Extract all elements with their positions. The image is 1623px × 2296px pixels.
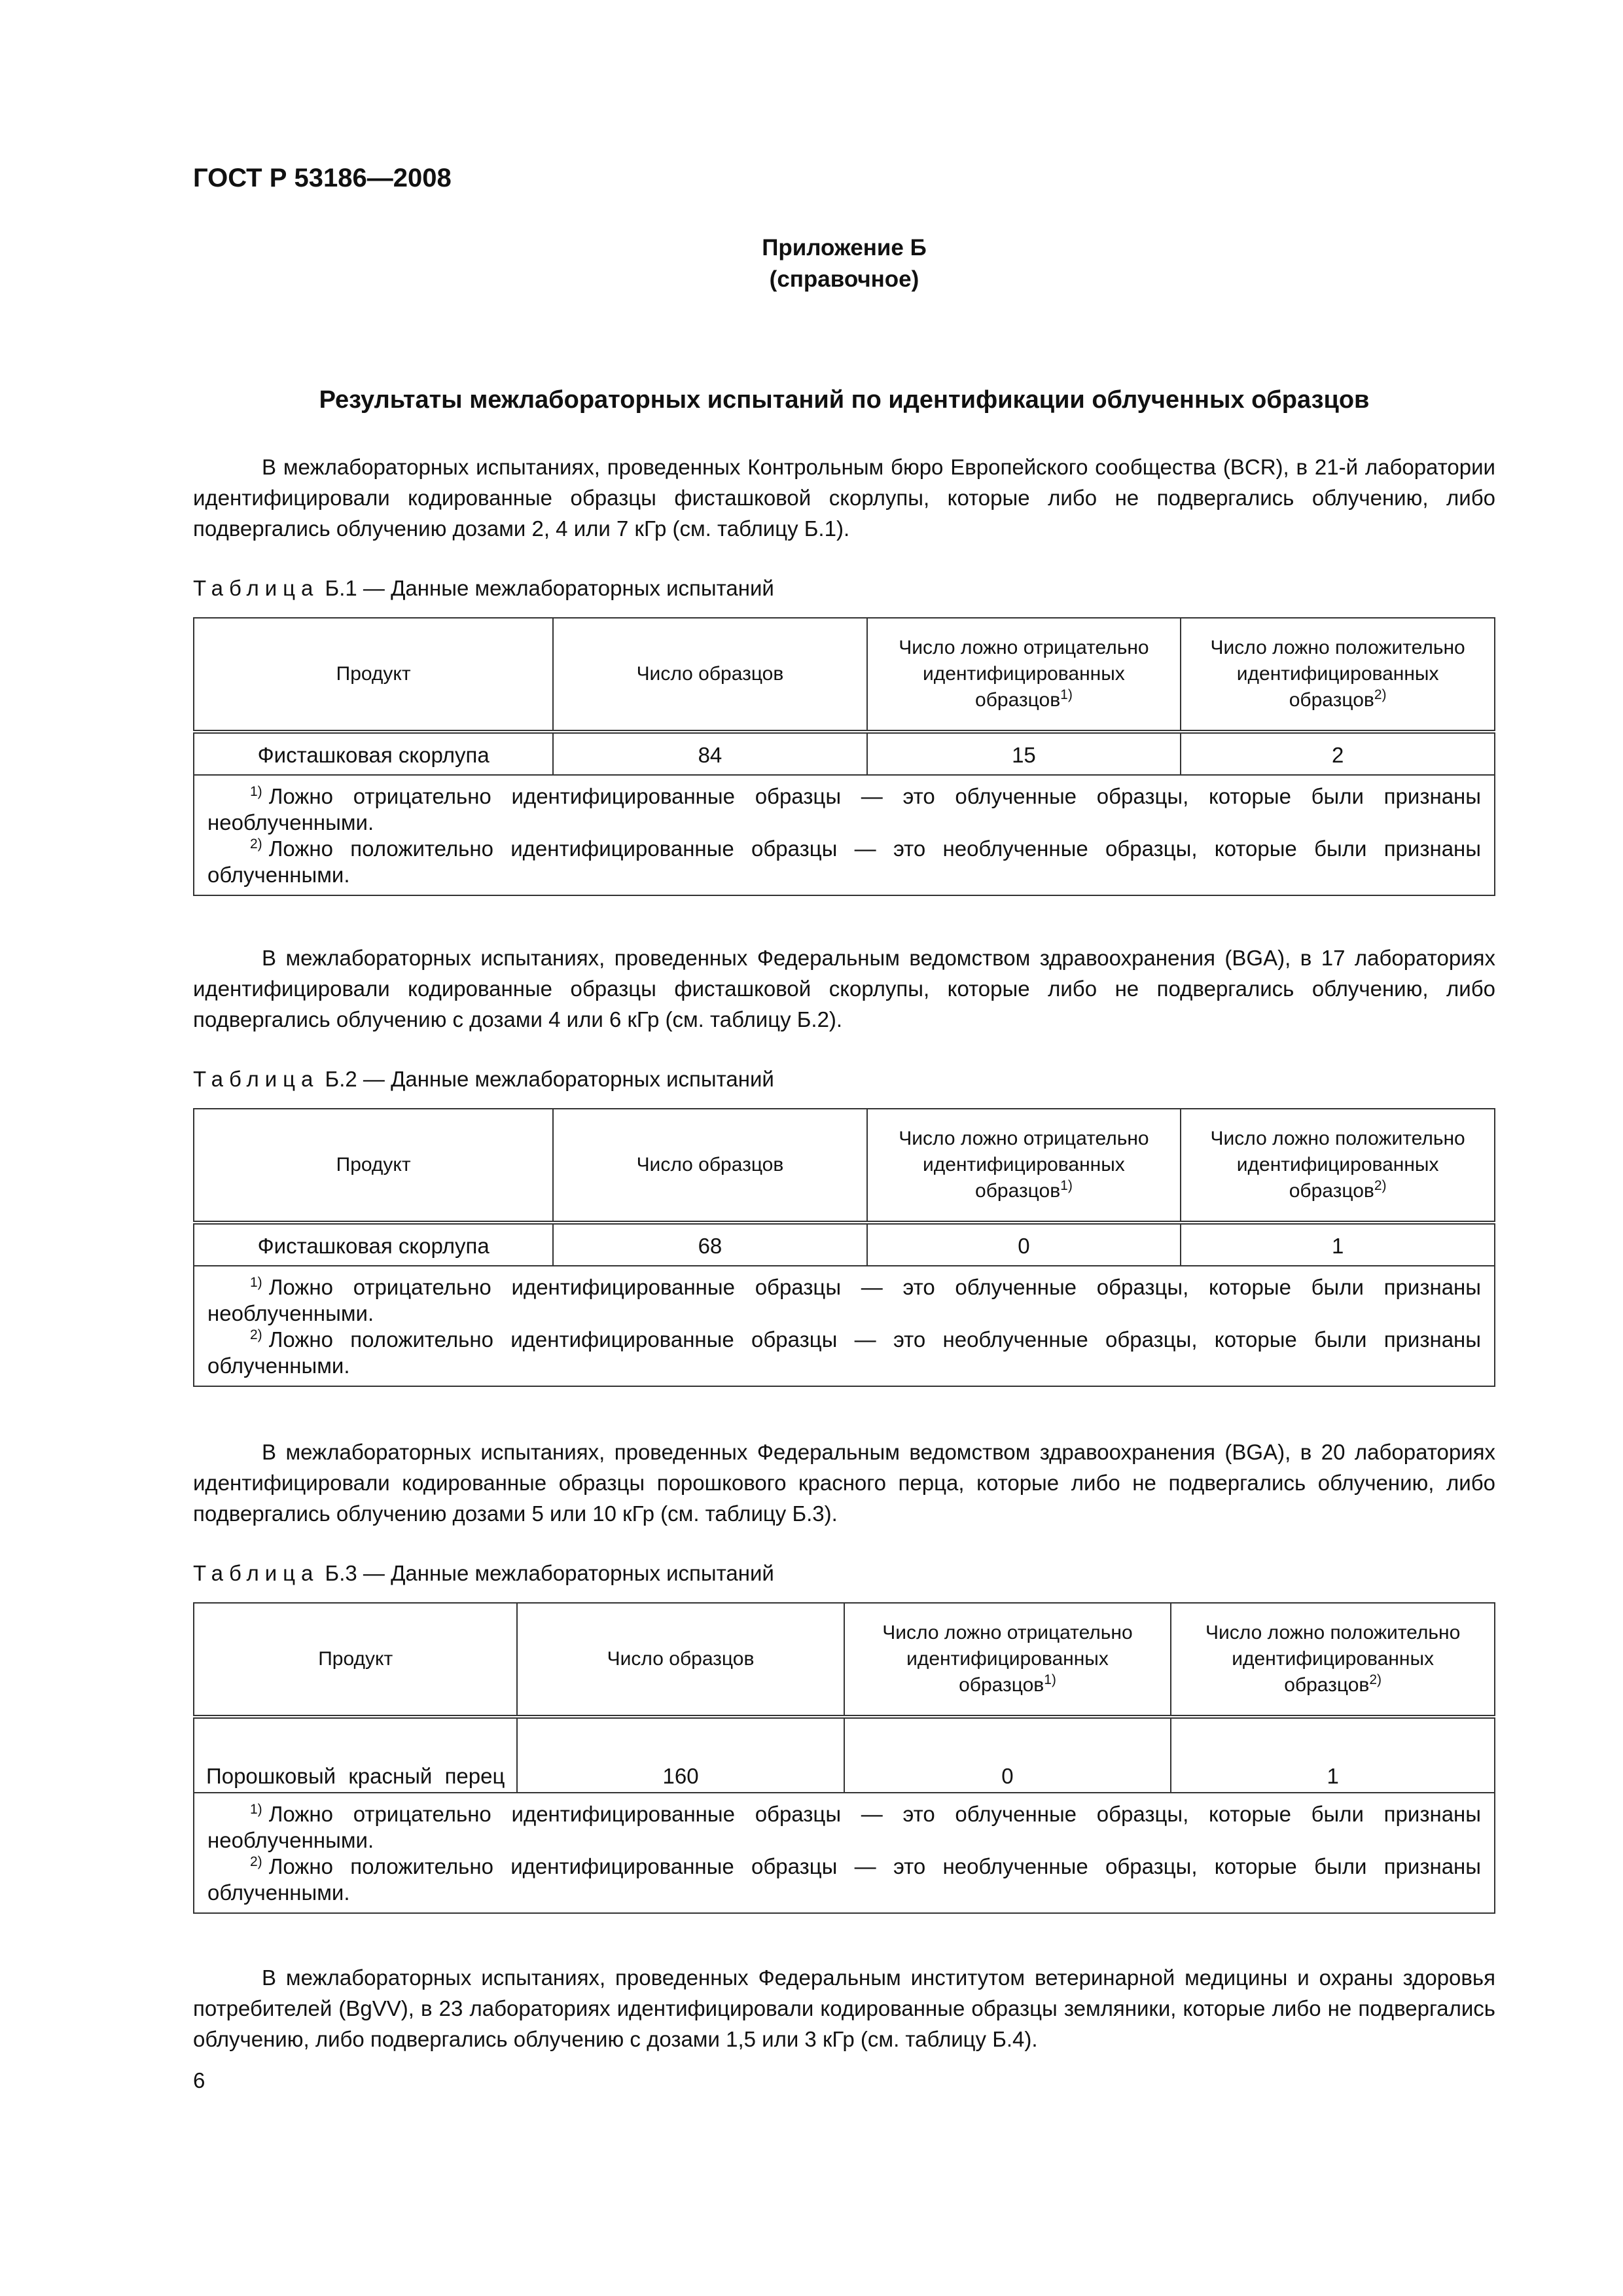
- cell-product: Фисташковая скорлупа: [194, 732, 553, 775]
- table-footnotes: [194, 775, 1495, 895]
- table-1-caption-rest: Б.1 — Данные межлабораторных испытаний: [319, 576, 774, 600]
- footnote-text-2: Ложно положительно идентифицированные образцы — это необлученные образцы, которые были признаны облученными.: [207, 836, 1481, 887]
- footnote-1: [207, 783, 1481, 836]
- cell-false-positive: 2: [1181, 732, 1495, 775]
- table-3: [193, 1602, 1495, 1914]
- footnote-marker-1: 1): [250, 784, 262, 799]
- header-product: Продукт: [194, 1603, 517, 1717]
- footnote-1: [207, 1801, 1481, 1854]
- header-product: Продукт: [194, 1109, 553, 1223]
- table-row: [194, 1223, 1495, 1266]
- table-2-caption-lead: Таблица: [193, 1067, 319, 1091]
- annex-heading: [687, 232, 1001, 295]
- header-product: Продукт: [194, 618, 553, 732]
- page-title: Результаты межлабораторных испытаний по идентификации облученных образцов: [319, 386, 1370, 414]
- table-1-caption: [193, 576, 774, 601]
- footnote-marker-1: 1): [250, 1802, 262, 1817]
- table-footnotes-row: [194, 1793, 1495, 1913]
- table-header-row: [194, 1603, 1495, 1717]
- table-footnotes-row: [194, 775, 1495, 895]
- header-footnote-marker-2: 2): [1374, 1178, 1387, 1193]
- table-row: [194, 1717, 1495, 1793]
- paragraph-3: В межлабораторных испытаниях, проведенных Федеральным ведомством здравоохранения (BGA), в 20 лабораториях идентифицировали кодированные образцы порошкового красного перца, которые либо не подвергались облучению, либо подвергались облучению дозами 5 или 10 кГр (см. таблицу Б.3).: [193, 1440, 1495, 1526]
- header-footnote-marker-1: 1): [1060, 687, 1073, 702]
- header-sample-count: Число образцов: [517, 1603, 844, 1717]
- footnote-marker-1: 1): [250, 1275, 262, 1290]
- footnote-marker-2: 2): [250, 1327, 262, 1342]
- table-header-row: [194, 1109, 1495, 1223]
- header-false-negative-text: Число ложно отрицательно идентифицированных образцов: [899, 637, 1149, 711]
- annex-title: Приложение Б: [762, 235, 927, 260]
- cell-false-negative: 0: [844, 1717, 1171, 1793]
- table-3-caption-lead: Таблица: [193, 1561, 319, 1585]
- header-false-negative: [867, 618, 1181, 732]
- page-number: 6: [193, 2068, 205, 2092]
- header-footnote-marker-1: 1): [1044, 1672, 1056, 1687]
- header-false-positive-text: Число ложно положительно идентифицированных образцов: [1205, 1622, 1461, 1696]
- paragraph-4: В межлабораторных испытаниях, проведенных Федеральным институтом ветеринарной медицины и охраны здоровья потребителей (BgVV), в 23 лабораториях идентифицировали кодированные образцы земляники, которые либо не подвергались облучению, либо подвергались облучению с дозами 1,5 или 3 кГр (см. таблицу Б.4).: [193, 1965, 1495, 2051]
- cell-product: [194, 1717, 517, 1793]
- table-footnotes: [194, 1266, 1495, 1386]
- header-false-negative: [867, 1109, 1181, 1223]
- header-footnote-marker-2: 2): [1374, 687, 1387, 702]
- table-1: [193, 617, 1495, 896]
- header-false-positive: [1181, 618, 1495, 732]
- table-2: [193, 1108, 1495, 1387]
- header-footnote-marker-1: 1): [1060, 1178, 1073, 1193]
- table-row: [194, 732, 1495, 775]
- table-footnotes: [194, 1793, 1495, 1913]
- cell-false-negative: 15: [867, 732, 1181, 775]
- paragraph-2: В межлабораторных испытаниях, проведенных Федеральным ведомством здравоохранения (BGA), в 17 лабораториях идентифицировали кодированные образцы фисташковой скорлупы, которые либо не подвергались облучению, либо подвергались облучению с дозами 4 или 6 кГр (см. таблицу Б.2).: [193, 946, 1495, 1031]
- table-1-caption-lead: Таблица: [193, 576, 319, 600]
- cell-false-positive: 1: [1181, 1223, 1495, 1266]
- cell-product-text: Порошковый красный перец: [206, 1764, 505, 1788]
- footnote-text-1: Ложно отрицательно идентифицированные образцы — это облученные образцы, которые были признаны необлученными.: [207, 1275, 1481, 1325]
- paragraph-1: В межлабораторных испытаниях, проведенных Контрольным бюро Европейского сообщества (BCR), в 21-й лаборатории идентифицировали кодированные образцы фисташковой скорлупы, которые либо не подвергались облучению, либо подвергались облучению дозами 2, 4 или 7 кГр (см. таблицу Б.1).: [193, 455, 1495, 541]
- standard-code: ГОСТ Р 53186—2008: [193, 164, 452, 192]
- cell-sample-count: 84: [553, 732, 866, 775]
- table-3-caption-rest: Б.3 — Данные межлабораторных испытаний: [319, 1561, 774, 1585]
- header-false-negative: [844, 1603, 1171, 1717]
- table-2-caption-rest: Б.2 — Данные межлабораторных испытаний: [319, 1067, 774, 1091]
- annex-status: (справочное): [769, 266, 919, 292]
- table-footnotes-row: [194, 1266, 1495, 1386]
- footnote-marker-2: 2): [250, 836, 262, 852]
- cell-false-positive: 1: [1171, 1717, 1495, 1793]
- header-sample-count: Число образцов: [553, 618, 866, 732]
- header-false-positive-text: Число ложно положительно идентифицированных образцов: [1210, 637, 1465, 711]
- header-false-positive: [1181, 1109, 1495, 1223]
- cell-product: Фисташковая скорлупа: [194, 1223, 553, 1266]
- footnote-2: [207, 836, 1481, 888]
- table-2-caption: [193, 1067, 774, 1092]
- header-false-negative-text: Число ложно отрицательно идентифицированных образцов: [882, 1622, 1133, 1696]
- header-sample-count: Число образцов: [553, 1109, 866, 1223]
- cell-sample-count: 68: [553, 1223, 866, 1266]
- footnote-text-1: Ложно отрицательно идентифицированные образцы — это облученные образцы, которые были признаны необлученными.: [207, 1802, 1481, 1852]
- footnote-marker-2: 2): [250, 1854, 262, 1869]
- header-false-negative-text: Число ложно отрицательно идентифицированных образцов: [899, 1128, 1149, 1202]
- header-false-positive-text: Число ложно положительно идентифицированных образцов: [1210, 1128, 1465, 1202]
- footnote-text-2: Ложно положительно идентифицированные образцы — это необлученные образцы, которые были признаны облученными.: [207, 1327, 1481, 1378]
- cell-sample-count: 160: [517, 1717, 844, 1793]
- header-false-positive: [1171, 1603, 1495, 1717]
- header-footnote-marker-2: 2): [1369, 1672, 1382, 1687]
- footnote-text-1: Ложно отрицательно идентифицированные образцы — это облученные образцы, которые были признаны необлученными.: [207, 784, 1481, 834]
- table-3-caption: [193, 1561, 774, 1586]
- footnote-2: [207, 1327, 1481, 1379]
- cell-false-negative: 0: [867, 1223, 1181, 1266]
- footnote-text-2: Ложно положительно идентифицированные образцы — это необлученные образцы, которые были признаны облученными.: [207, 1854, 1481, 1905]
- table-header-row: [194, 618, 1495, 732]
- footnote-1: [207, 1274, 1481, 1327]
- footnote-2: [207, 1854, 1481, 1906]
